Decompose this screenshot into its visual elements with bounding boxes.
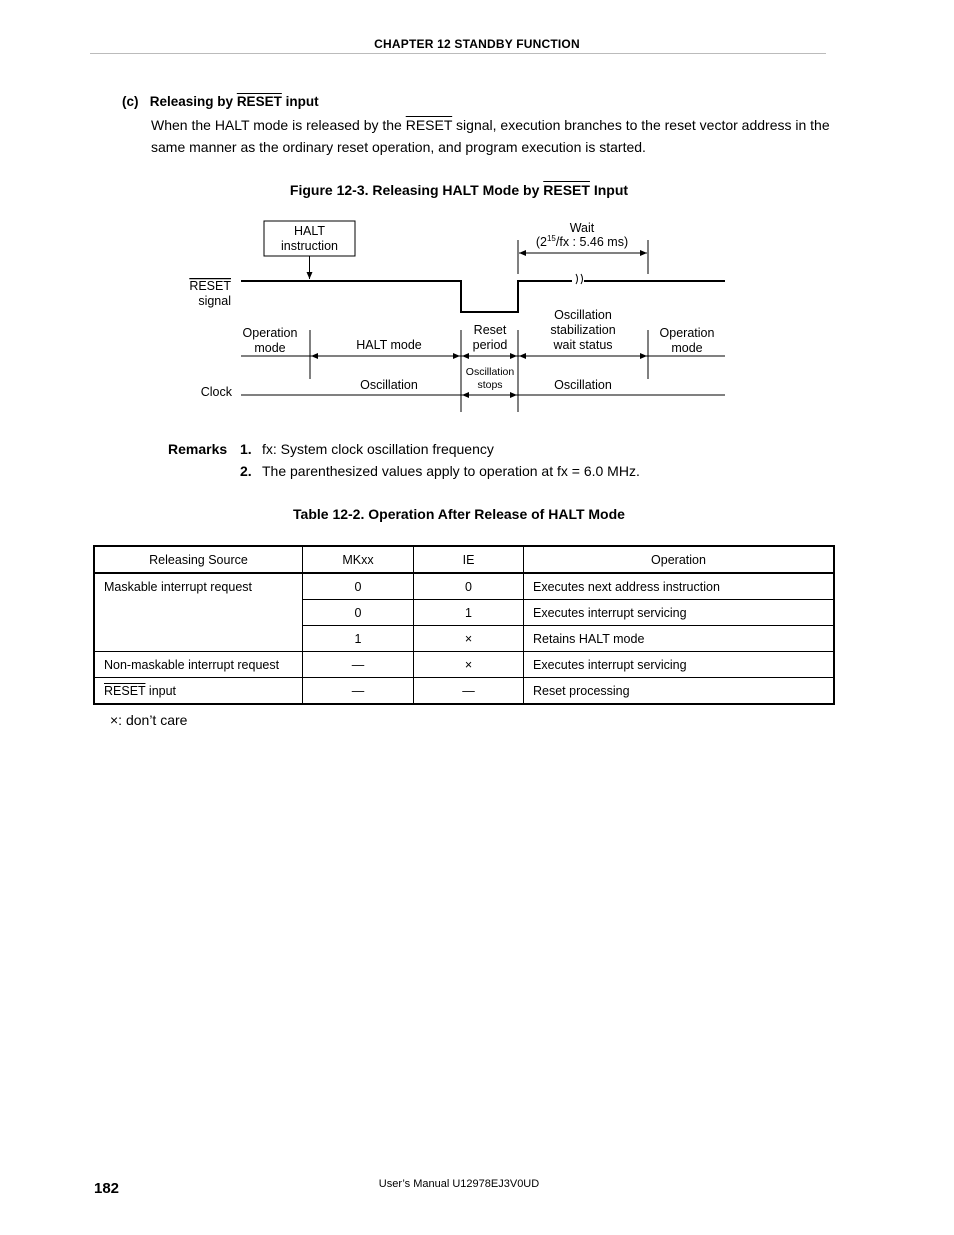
table-header-row [94,546,834,573]
operation-cell: Reset processing [524,678,835,705]
figure-caption-prefix: Figure 12-3. Releasing HALT Mode by [289,182,544,198]
header-ie: IE [414,546,524,573]
halt-box-line1: HALT [293,224,326,238]
figure-caption-reset: RESET [543,182,590,198]
ie-cell: 0 [414,573,524,600]
remark-2 [168,460,640,482]
remark-2-num: 2. [240,463,252,479]
reset-signal-label-2: signal [198,294,231,308]
op-mode-left-2: mode [254,341,286,355]
ie-cell: × [414,652,524,678]
osc-wait-1: Oscillation [554,308,612,322]
section-title [122,94,319,109]
clock-label: Clock [200,385,232,399]
operation-cell: Retains HALT mode [524,626,835,652]
remarks [168,438,640,482]
body-part2: signal, execution branches to the reset vector address in the same manner as the ordinary reset operation, and program execution is started. [151,117,830,155]
table-row [94,573,834,600]
operation-cell: Executes interrupt servicing [524,600,835,626]
reset-source-suffix: input [145,683,177,698]
figure-caption [0,182,918,198]
ie-cell: × [414,626,524,652]
reset-period-2: period [472,338,508,352]
remark-1-text: fx: System clock oscillation frequency [262,441,494,457]
op-mode-left-1: Operation [242,326,298,340]
manual-footer: User’s Manual U12978EJ3V0UD [378,1178,540,1190]
maskable-source-cell: Maskable interrupt request [94,573,303,652]
wait-value: ($2^{15}/fx$ : 5.46 ms) [535,234,629,249]
chapter-header: CHAPTER 12 STANDBY FUNCTION [374,37,580,51]
header-releasing-source: Releasing Source [94,546,303,573]
table-row [94,678,834,705]
section-title-suffix: input [281,94,319,109]
osc-wait-2: stabilization [550,323,616,337]
section-title-reset: RESET [236,94,282,109]
reset-source-cell [94,678,303,705]
halt-release-table [93,545,835,705]
nmi-source-cell: Non-maskable interrupt request [94,652,303,678]
section-body [151,114,831,158]
reset-signal-label: RESET [189,279,231,293]
remark-1-num: 1. [240,441,252,457]
ie-cell: — [414,678,524,705]
reset-period-1: Reset [473,323,507,337]
mk-cell: — [303,678,414,705]
remark-1 [168,438,640,460]
operation-cell: Executes next address instruction [524,573,835,600]
osc-stops-1: Oscillation [465,366,515,378]
header-operation: Operation [524,546,835,573]
page-number: 182 [94,1180,120,1197]
mk-cell: 0 [303,600,414,626]
body-reset: RESET [405,117,453,133]
operation-cell: Executes interrupt servicing [524,652,835,678]
oscillation-right: Oscillation [554,378,612,392]
halt-box-line2: instruction [281,239,338,253]
body-part1: When the HALT mode is released by the [151,117,406,133]
header-mkxx: MKxx [303,546,414,573]
oscillation-left: Oscillation [360,378,418,392]
table-caption: Table 12-2. Operation After Release of HALT Mode [293,506,625,522]
reset-source-overline: RESET [104,683,146,698]
time-break-mark [576,274,583,284]
reset-waveform [241,281,572,312]
op-mode-right-1: Operation [659,326,715,340]
op-mode-right-2: mode [671,341,703,355]
mk-cell: — [303,652,414,678]
table-row [94,652,834,678]
header-rule [90,53,826,54]
ie-cell: 1 [414,600,524,626]
figure-caption-suffix: Input [589,182,629,198]
wait-label: Wait [569,221,595,235]
table-footnote: ×: don’t care [110,712,188,728]
halt-mode-label: HALT mode [356,338,422,352]
remarks-label: Remarks [168,441,228,457]
osc-wait-3: wait status [553,338,613,352]
osc-stops-2: stops [477,379,503,391]
remark-2-text: The parenthesized values apply to operation at fx = 6.0 MHz. [262,463,640,479]
section-title-prefix: Releasing by [149,94,237,109]
section-label: (c) [122,94,139,109]
mk-cell: 1 [303,626,414,652]
timing-diagram [180,212,740,417]
mk-cell: 0 [303,573,414,600]
